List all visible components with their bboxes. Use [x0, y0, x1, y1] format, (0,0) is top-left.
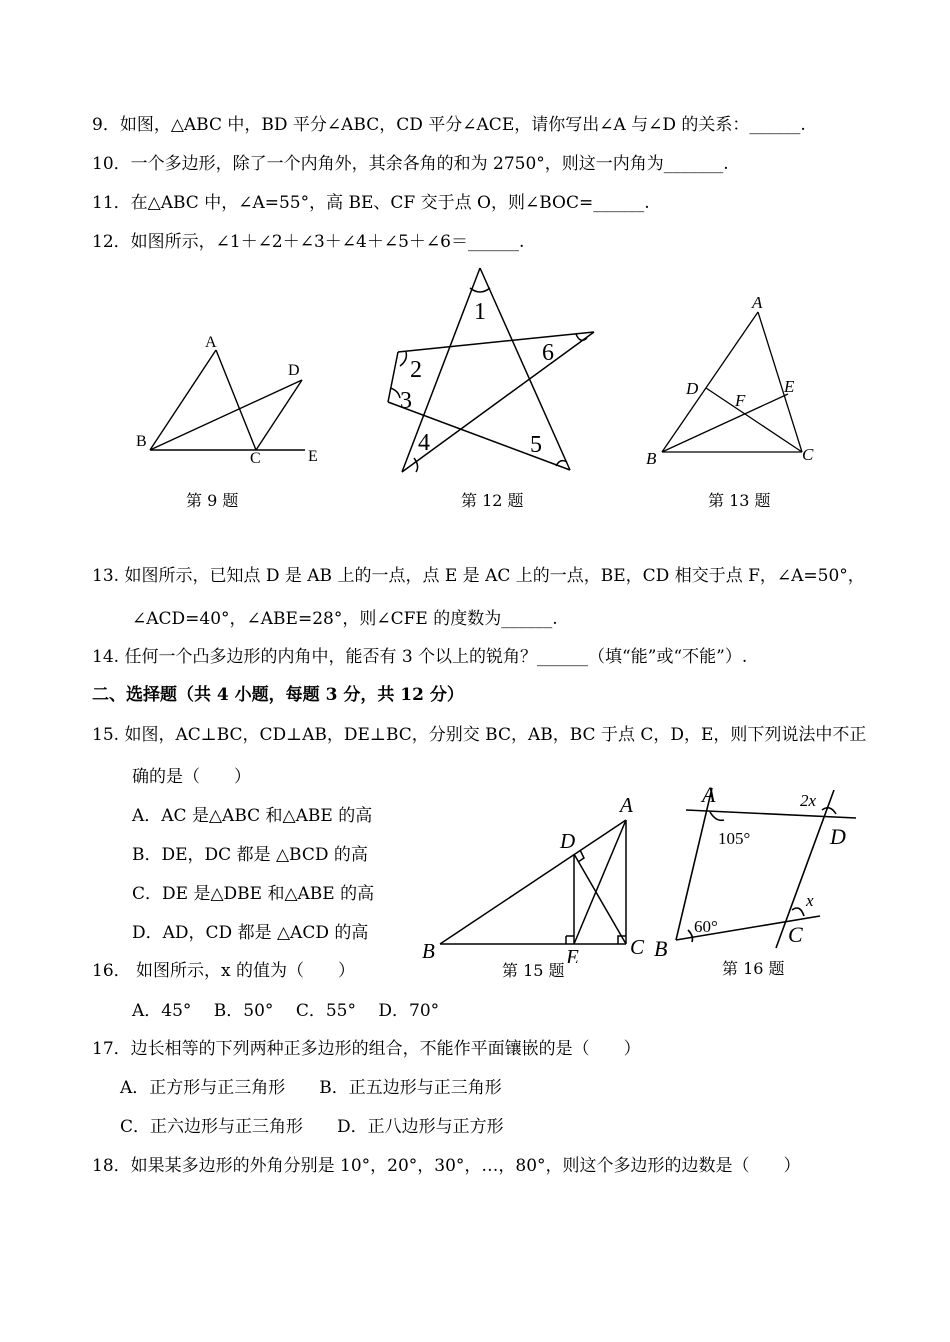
fig16-label-a: A — [702, 782, 716, 807]
figure-13 — [640, 290, 830, 475]
fig12-angle-4: 4 — [418, 430, 430, 456]
fig13-label-a: A — [752, 293, 763, 312]
fig16-angle-105: 105° — [718, 829, 751, 848]
fig15-label-c: C — [630, 935, 645, 959]
fig12-angle-5: 5 — [530, 432, 542, 458]
question-15-option-b: B．DE，DC 都是 △BCD 的高 — [132, 845, 368, 865]
fig16-label-d: D — [830, 824, 846, 849]
figure-12 — [380, 262, 610, 482]
question-15-option-c: C．DE 是△DBE 和△ABE 的高 — [132, 884, 375, 904]
section-2-heading: 二、选择题（共 4 小题，每题 3 分，共 12 分） — [92, 685, 464, 705]
fig9-label-b: B — [136, 433, 147, 450]
question-15-option-a: A．AC 是△ABC 和△ABE 的高 — [132, 806, 373, 826]
fig16-label-2x: 2x — [800, 791, 817, 810]
question-16: 16． 如图所示，x 的值为（ ） — [92, 961, 356, 981]
figure-9 — [130, 330, 330, 470]
caption-fig15: 第 15 题 — [502, 961, 565, 980]
fig9-label-a: A — [205, 334, 217, 351]
question-13-line1: 13. 如图所示，已知点 D 是 AB 上的一点，点 E 是 AC 上的一点，BE，CD 相交于点 F，∠A=50°， — [92, 566, 865, 586]
question-17-options-ab: A．正方形与正三角形 B．正五边形与正三角形 — [120, 1078, 502, 1098]
fig15-label-a: A — [620, 793, 633, 817]
fig9-label-d: D — [288, 362, 300, 379]
fig15-label-e: E — [566, 945, 579, 963]
fig15-label-d: D — [560, 829, 576, 853]
question-17-options-cd: C．正六边形与正三角形 D．正八边形与正方形 — [120, 1117, 504, 1137]
fig16-label-b: B — [654, 936, 668, 960]
fig16-angle-60: 60° — [694, 917, 718, 936]
fig9-label-e: E — [308, 448, 318, 465]
question-13-line2: ∠ACD=40°，∠ABE=28°，则∠CFE 的度数为______. — [132, 609, 558, 629]
question-17: 17．边长相等的下列两种正多边形的组合，不能作平面镶嵌的是（ ） — [92, 1039, 641, 1059]
fig16-label-x: x — [806, 891, 814, 910]
question-15-line2: 确的是（ ） — [132, 767, 251, 787]
fig12-angle-6: 6 — [542, 340, 554, 366]
caption-fig13: 第 13 题 — [708, 491, 771, 510]
question-15-option-d: D．AD，CD 都是 △ACD 的高 — [132, 923, 369, 943]
fig13-label-b: B — [646, 449, 657, 468]
question-11: 11．在△ABC 中，∠A=55°，高 BE、CF 交于点 O，则∠BOC=______. — [92, 193, 650, 213]
fig13-label-d: D — [686, 379, 699, 398]
fig12-angle-2: 2 — [410, 357, 422, 383]
question-16-options: A．45° B．50° C．55° D．70° — [132, 1001, 440, 1021]
question-10: 10．一个多边形，除了一个内角外，其余各角的和为 2750°，则这一内角为_______. — [92, 154, 729, 174]
fig15-label-b: B — [422, 939, 435, 963]
caption-fig9: 第 9 题 — [186, 491, 239, 510]
question-9: 9．如图，△ABC 中，BD 平分∠ABC，CD 平分∠ACE，请你写出∠A 与∠D 的关系：______. — [92, 115, 806, 135]
question-18: 18．如果某多边形的外角分别是 10°，20°，30°，…，80°，则这个多边形的边数是（ ） — [92, 1156, 801, 1176]
fig9-label-c: C — [250, 450, 261, 467]
question-15-line1: 15. 如图，AC⊥BC，CD⊥AB，DE⊥BC，分别交 BC，AB，BC 于点 C，D，E，则下列说法中不正 — [92, 725, 867, 745]
fig12-angle-1: 1 — [474, 299, 486, 325]
question-14: 14. 任何一个凸多边形的内角中，能否有 3 个以上的锐角？______（填“能”或“不能”）. — [92, 647, 748, 667]
fig13-label-e: E — [784, 377, 795, 396]
fig13-label-c: C — [802, 445, 814, 464]
question-12: 12．如图所示，∠1＋∠2＋∠3＋∠4＋∠5＋∠6＝______. — [92, 232, 525, 252]
figure-16 — [650, 780, 860, 960]
figure-15 — [420, 788, 650, 963]
caption-fig12: 第 12 题 — [461, 491, 524, 510]
fig13-label-f: F — [735, 391, 746, 410]
caption-fig16: 第 16 题 — [722, 959, 785, 978]
fig16-label-c: C — [788, 922, 803, 947]
fig12-angle-3: 3 — [400, 388, 412, 414]
